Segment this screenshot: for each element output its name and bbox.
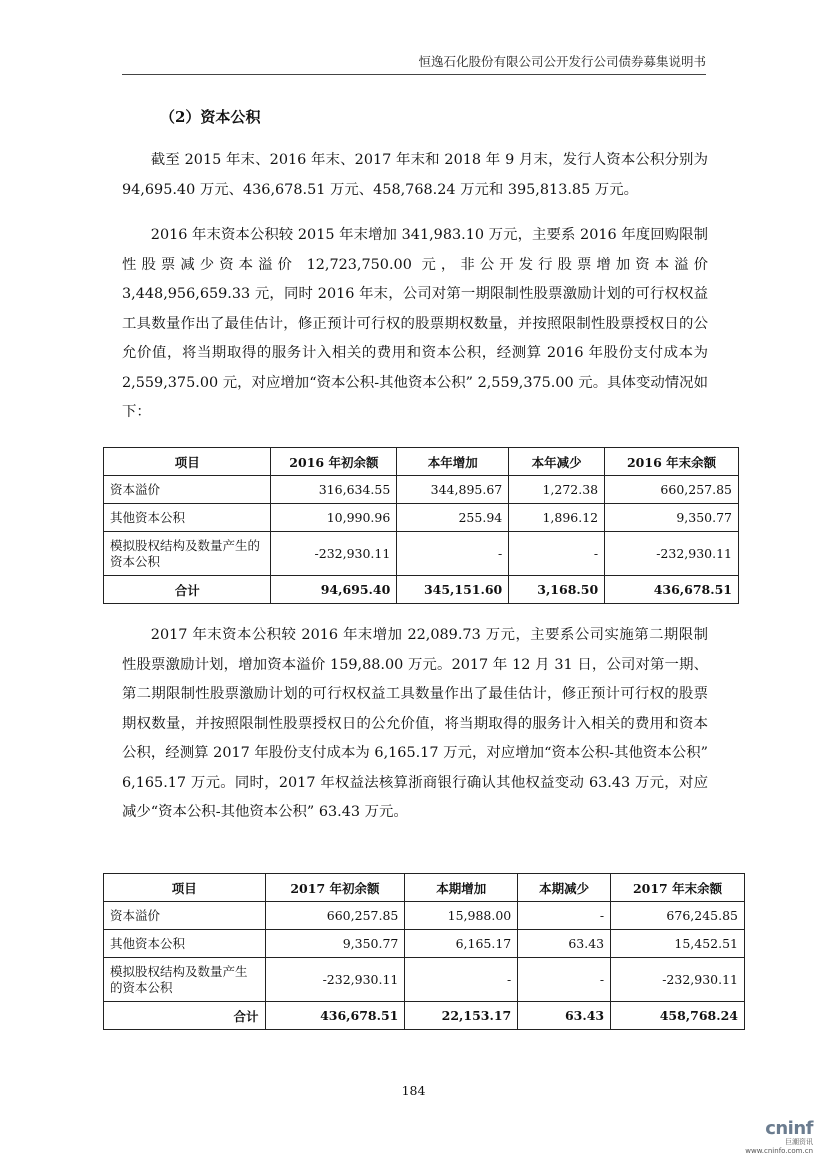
logo-subtitle: 巨潮资讯: [785, 1138, 813, 1146]
row-label: 其他资本公积: [104, 930, 266, 958]
cell-value: 9,350.77: [605, 504, 739, 532]
total-value: 63.43: [518, 1002, 611, 1030]
cell-value: 10,990.96: [271, 504, 397, 532]
table-header-cell: 项目: [104, 448, 271, 476]
total-value: 3,168.50: [509, 576, 605, 604]
row-label: 其他资本公积: [104, 504, 271, 532]
table-row: [104, 504, 739, 532]
logo-url: www.cninfo.com.cn: [745, 1147, 813, 1155]
cell-value: -232,930.11: [611, 958, 745, 1002]
total-label: 合计: [104, 1002, 266, 1030]
cninfo-logo: [733, 1118, 813, 1155]
table-header-cell: 本年增加: [397, 448, 509, 476]
table-row: [104, 476, 739, 504]
page-number: 184: [401, 1083, 426, 1098]
table-header-row: [104, 874, 745, 902]
cell-value: -: [509, 532, 605, 576]
row-label: 资本溢价: [104, 902, 266, 930]
cell-value: 660,257.85: [265, 902, 405, 930]
cell-value: 660,257.85: [605, 476, 739, 504]
cell-value: 6,165.17: [405, 930, 518, 958]
table-header-cell: 2017 年末余额: [611, 874, 745, 902]
total-value: 458,768.24: [611, 1002, 745, 1030]
total-value: 436,678.51: [605, 576, 739, 604]
row-label: 模拟股权结构及数量产生的资本公积: [104, 958, 266, 1002]
row-label: 资本溢价: [104, 476, 271, 504]
total-value: 22,153.17: [405, 1002, 518, 1030]
table-total-row: [104, 1002, 745, 1030]
cell-value: 316,634.55: [271, 476, 397, 504]
table-header-cell: 本期增加: [405, 874, 518, 902]
table-header-row: [104, 448, 739, 476]
paragraph-capital-reserve-summary: 截至 2015 年末、2016 年末、2017 年末和 2018 年 9 月末，发行人资本公积分别为 94,695.40 万元、436,678.51 万元、458,768.24 万元和 395,813.85 万元。: [122, 152, 708, 198]
table-row: [104, 902, 745, 930]
cell-value: 15,988.00: [405, 902, 518, 930]
total-label: 合计: [104, 576, 271, 604]
cell-value: -232,930.11: [271, 532, 397, 576]
section-title: （2）资本公积: [160, 108, 261, 126]
cell-value: -: [397, 532, 509, 576]
table-header-cell: 2016 年末余额: [605, 448, 739, 476]
cell-value: -: [518, 902, 611, 930]
paragraph-2017-change: 2017 年末资本公积较 2016 年末增加 22,089.73 万元，主要系公司实施第二期限制性股票激励计划，增加资本溢价 159,88.00 万元。2017 年 12 月 31 日，公司对第一期、第二期限制性股票激励计划的可行权权益工具数量作出了最佳估计，修正预计可行权的股票期权数量，并按照限制性股票授权日的公允价值，将当期取得的服务计入相关的费用和资本公积，经测算 2017 年股份支付成本为 6,165.17 万元，对应增加“资本公积-其他资本公积” 6,165.17 万元。同时，2017 年权益法核算浙商银行确认其他权益变动 63.43 万元，对应减少“资本公积-其他资本公积” 63.43 万元。: [122, 627, 708, 820]
total-value: 345,151.60: [397, 576, 509, 604]
table-2016-capital-reserve: [103, 447, 739, 604]
cell-value: -: [518, 958, 611, 1002]
cell-value: -: [405, 958, 518, 1002]
row-label: 模拟股权结构及数量产生的资本公积: [104, 532, 271, 576]
logo-wordmark: cninf: [765, 1118, 813, 1139]
cell-value: 676,245.85: [611, 902, 745, 930]
cell-value: 255.94: [397, 504, 509, 532]
table-header-cell: 项目: [104, 874, 266, 902]
total-value: 94,695.40: [271, 576, 397, 604]
cell-value: 1,896.12: [509, 504, 605, 532]
paragraph-2016-change: 2016 年末资本公积较 2015 年末增加 341,983.10 万元，主要系 2016 年度回购限制性股票减少资本溢价 12,723,750.00 元，非公开发行股票增加资本溢价 3,448,956,659.33 元，同时 2016 年末，公司对第一期限制性股票激励计划的可行权权益工具数量作出了最佳估计，修正预计可行权的股票期权数量，并按照限制性股票授权日的公允价值，将当期取得的服务计入相关的费用和资本公积，经测算 2016 年股份支付成本为 2,559,375.00 元，对应增加“资本公积-其他资本公积” 2,559,375.00 元。具体变动情况如下：: [122, 227, 708, 420]
table-2017-capital-reserve: [103, 873, 745, 1030]
header-divider: [122, 74, 706, 75]
cell-value: 15,452.51: [611, 930, 745, 958]
cell-value: -232,930.11: [605, 532, 739, 576]
table-row: [104, 930, 745, 958]
table-row: [104, 532, 739, 576]
table-header-cell: 本期减少: [518, 874, 611, 902]
cell-value: 344,895.67: [397, 476, 509, 504]
cell-value: 63.43: [518, 930, 611, 958]
total-value: 436,678.51: [265, 1002, 405, 1030]
cell-value: 1,272.38: [509, 476, 605, 504]
document-header: 恒逸石化股份有限公司公开发行公司债券募集说明书: [418, 54, 706, 69]
table-header-cell: 2017 年初余额: [265, 874, 405, 902]
table-header-cell: 本年减少: [509, 448, 605, 476]
table-header-cell: 2016 年初余额: [271, 448, 397, 476]
cell-value: 9,350.77: [265, 930, 405, 958]
table-row: [104, 958, 745, 1002]
table-total-row: [104, 576, 739, 604]
cell-value: -232,930.11: [265, 958, 405, 1002]
